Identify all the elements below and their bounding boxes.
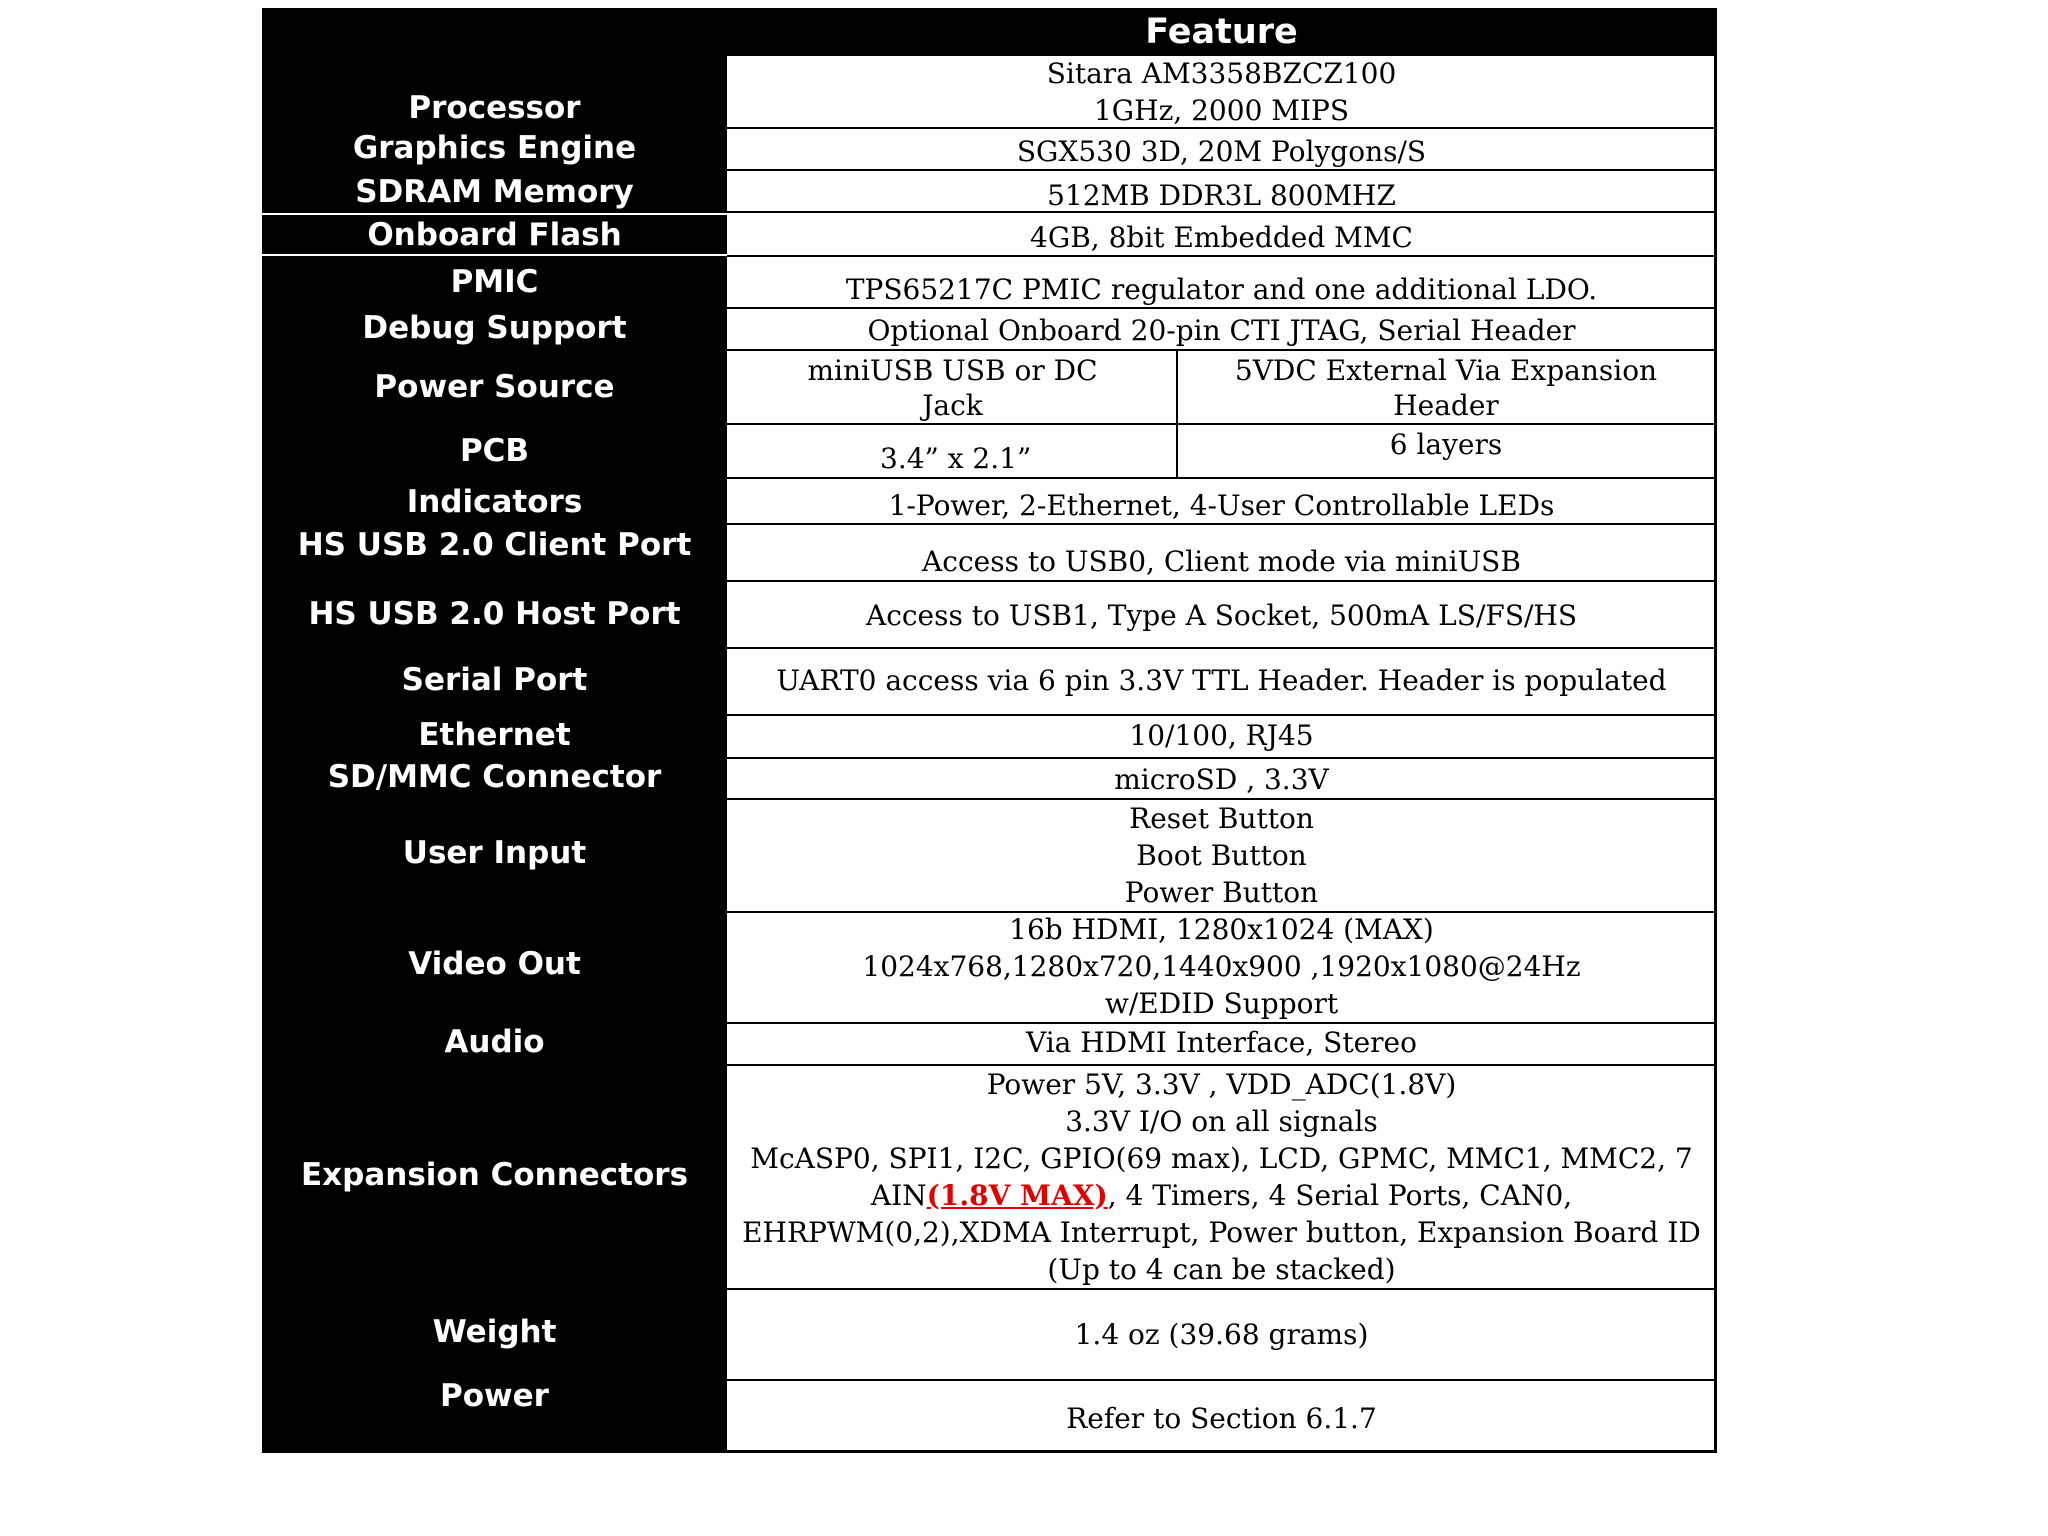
value-pcb-layers: 6 layers	[1389, 428, 1503, 461]
value-processor-1: Sitara AM3358BZCZ100	[1046, 57, 1397, 90]
value-pmic: TPS65217C PMIC regulator and one additional LDO.	[845, 273, 1598, 306]
label-graphics: Graphics Engine	[352, 130, 637, 166]
label-power: Power	[440, 1378, 549, 1414]
label-user-input: User Input	[402, 835, 587, 871]
value-debug: Optional Onboard 20-pin CTI JTAG, Serial Header	[867, 314, 1576, 347]
value-power-source-a-2: Jack	[922, 389, 983, 422]
value-expansion-5: EHRPWM(0,2),XDMA Interrupt, Power button, Expansion Board ID	[742, 1216, 1701, 1249]
value-expansion-1: Power 5V, 3.3V , VDD_ADC(1.8V)	[986, 1068, 1457, 1101]
value-usb-client: Access to USB0, Client mode via miniUSB	[922, 545, 1521, 578]
value-video-2: 1024x768,1280x720,1440x900 ,1920x1080@24Hz	[862, 950, 1581, 983]
label-audio: Audio	[444, 1024, 545, 1060]
divider	[727, 1379, 1717, 1381]
label-divider	[262, 213, 727, 215]
value-expansion-4c: , 4 Timers, 4 Serial Ports, CAN0,	[1107, 1179, 1573, 1212]
value-indicators: 1-Power, 2-Ethernet, 4-User Controllable LEDs	[888, 489, 1555, 522]
value-expansion-2: 3.3V I/O on all signals	[1065, 1105, 1378, 1138]
label-video: Video Out	[408, 946, 581, 982]
value-power: Refer to Section 6.1.7	[1066, 1402, 1377, 1435]
value-power-source-a-1: miniUSB USB or DC	[807, 354, 1098, 387]
value-expansion-3: McASP0, SPI1, I2C, GPIO(69 max), LCD, GPMC, MMC1, MMC2, 7	[750, 1142, 1693, 1175]
divider	[727, 349, 1717, 351]
divider	[727, 647, 1717, 649]
bottom-border	[727, 1450, 1717, 1453]
value-expansion-4a: AIN	[870, 1179, 927, 1212]
label-sdram: SDRAM Memory	[355, 174, 634, 210]
value-serial: UART0 access via 6 pin 3.3V TTL Header. Header is populated	[776, 664, 1667, 697]
label-pcb: PCB	[459, 433, 530, 469]
label-pmic: PMIC	[450, 264, 539, 300]
value-user-input-2: Boot Button	[1136, 839, 1307, 872]
label-ethernet: Ethernet	[418, 717, 571, 753]
divider	[727, 477, 1717, 479]
value-weight: 1.4 oz (39.68 grams)	[1074, 1318, 1369, 1351]
label-usb-client: HS USB 2.0 Client Port	[297, 527, 692, 563]
value-video-3: w/EDID Support	[1104, 987, 1339, 1020]
divider	[727, 580, 1717, 582]
value-sdram: 512MB DDR3L 800MHZ	[1047, 179, 1396, 212]
value-graphics: SGX530 3D, 20M Polygons/S	[1016, 135, 1427, 168]
value-expansion-6: (Up to 4 can be stacked)	[1047, 1253, 1396, 1286]
label-power-source: Power Source	[374, 369, 615, 405]
right-border	[1714, 8, 1717, 1453]
value-power-source-b-2: Header	[1393, 389, 1499, 422]
label-processor: Processor	[408, 90, 581, 126]
divider	[727, 1288, 1717, 1290]
label-weight: Weight	[432, 1314, 557, 1350]
value-power-source-b-1: 5VDC External Via Expansion	[1234, 354, 1658, 387]
max-voltage-warning: (1.8V MAX)	[926, 1179, 1108, 1212]
table-header: Feature	[1145, 12, 1298, 52]
label-indicators: Indicators	[406, 484, 583, 520]
value-flash: 4GB, 8bit Embedded MMC	[1030, 221, 1413, 254]
label-debug: Debug Support	[362, 310, 627, 346]
label-sdmmc: SD/MMC Connector	[327, 759, 662, 795]
value-usb-host: Access to USB1, Type A Socket, 500mA LS/FS/HS	[865, 599, 1578, 632]
label-flash: Onboard Flash	[367, 217, 622, 253]
label-serial: Serial Port	[401, 662, 588, 698]
label-usb-host: HS USB 2.0 Host Port	[308, 596, 681, 632]
value-sdmmc: microSD , 3.3V	[1114, 763, 1329, 796]
value-ethernet: 10/100, RJ45	[1129, 719, 1314, 752]
value-processor-2: 1GHz, 2000 MIPS	[1093, 94, 1350, 127]
value-expansion-4	[729, 1177, 1714, 1214]
divider	[727, 757, 1717, 759]
label-expansion: Expansion Connectors	[300, 1157, 689, 1193]
value-pcb-size: 3.4” x 2.1”	[880, 442, 1032, 475]
value-audio: Via HDMI Interface, Stereo	[1025, 1026, 1417, 1059]
value-video-1: 16b HDMI, 1280x1024 (MAX)	[1009, 913, 1434, 946]
value-user-input-3: Power Button	[1124, 876, 1319, 909]
value-user-input-1: Reset Button	[1129, 802, 1314, 835]
divider	[727, 714, 1717, 716]
label-divider	[262, 254, 727, 256]
